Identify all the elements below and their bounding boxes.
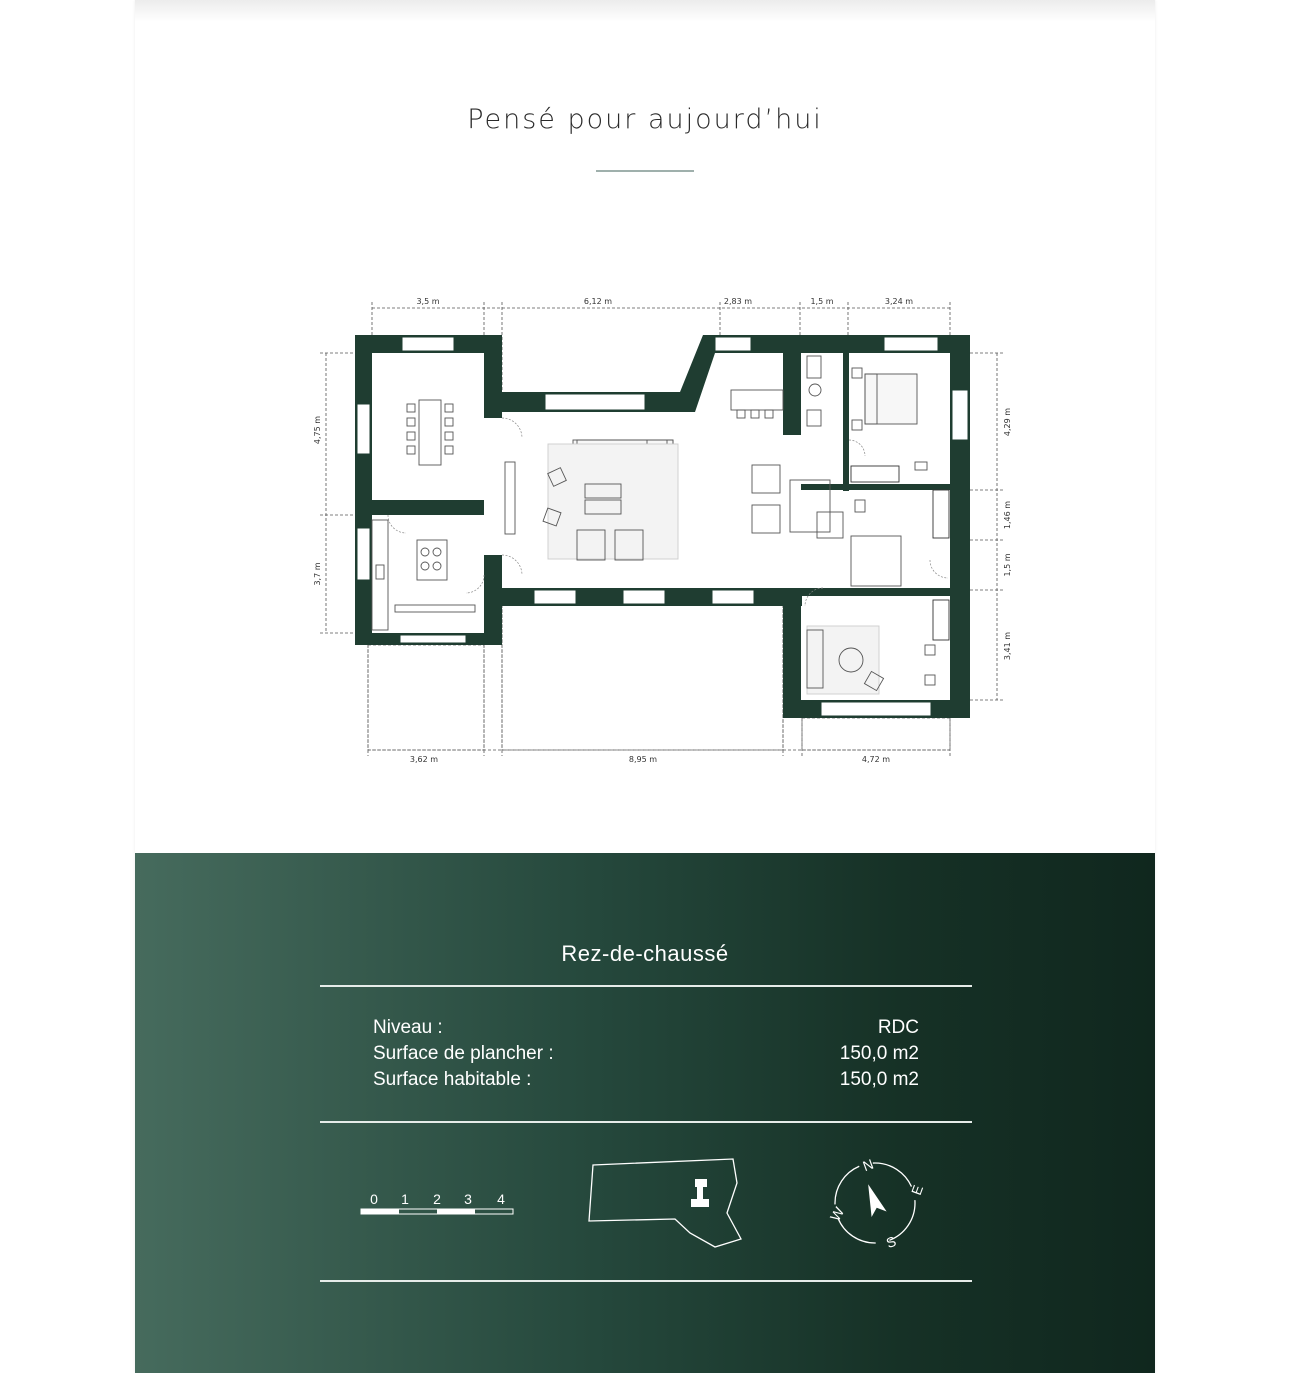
compass-e: E bbox=[907, 1182, 927, 1198]
dim-top-1: 3,5 m bbox=[416, 297, 440, 306]
row-label-niveau: Niveau : bbox=[373, 1017, 443, 1038]
scale-tick-0: 0 bbox=[370, 1191, 378, 1207]
dim-top-5: 3,24 m bbox=[884, 297, 914, 306]
dim-right-2: 1,46 m bbox=[1003, 500, 1012, 530]
info-panel bbox=[135, 853, 1155, 1373]
row-label-surface-plancher: Surface de plancher : bbox=[373, 1043, 554, 1064]
row-value-surface-habitable: 150,0 m2 bbox=[839, 1069, 919, 1090]
dim-right-4: 3,41 m bbox=[1003, 631, 1012, 661]
dim-bottom-3: 4,72 m bbox=[861, 755, 891, 764]
dim-top-4: 1,5 m bbox=[810, 297, 834, 306]
dim-left-2: 3,7 m bbox=[313, 562, 322, 586]
page-title: Pensé pour aujourd’hui bbox=[467, 104, 823, 135]
dim-left-1: 4,75 m bbox=[313, 415, 322, 445]
scale-tick-3: 3 bbox=[464, 1191, 472, 1207]
compass-s: S bbox=[883, 1232, 899, 1252]
scale-tick-4: 4 bbox=[497, 1191, 505, 1207]
row-value-niveau: RDC bbox=[877, 1017, 919, 1038]
row-value-surface-plancher: 150,0 m2 bbox=[839, 1043, 919, 1064]
compass-icon bbox=[827, 1156, 926, 1251]
dim-top-2: 6,12 m bbox=[583, 297, 613, 306]
dim-right-3: 1,5 m bbox=[1003, 553, 1012, 577]
scale-bar bbox=[361, 1191, 513, 1214]
dim-bottom-2: 8,95 m bbox=[628, 755, 658, 764]
page bbox=[135, 0, 1155, 1373]
scale-tick-1: 1 bbox=[401, 1191, 409, 1207]
compass-w: W bbox=[826, 1204, 848, 1224]
floor-plan bbox=[135, 0, 1155, 853]
compass-n: N bbox=[860, 1155, 876, 1175]
scale-tick-2: 2 bbox=[433, 1191, 441, 1207]
row-label-surface-habitable: Surface habitable : bbox=[373, 1069, 532, 1090]
level-title: Rez-de-chaussé bbox=[561, 941, 729, 966]
panel-graphics bbox=[135, 853, 1155, 1373]
dim-bottom-1: 3,62 m bbox=[409, 755, 439, 764]
dim-top-3: 2,83 m bbox=[723, 297, 753, 306]
site-plan-icon bbox=[589, 1159, 741, 1247]
dim-right-1: 4,29 m bbox=[1003, 407, 1012, 437]
